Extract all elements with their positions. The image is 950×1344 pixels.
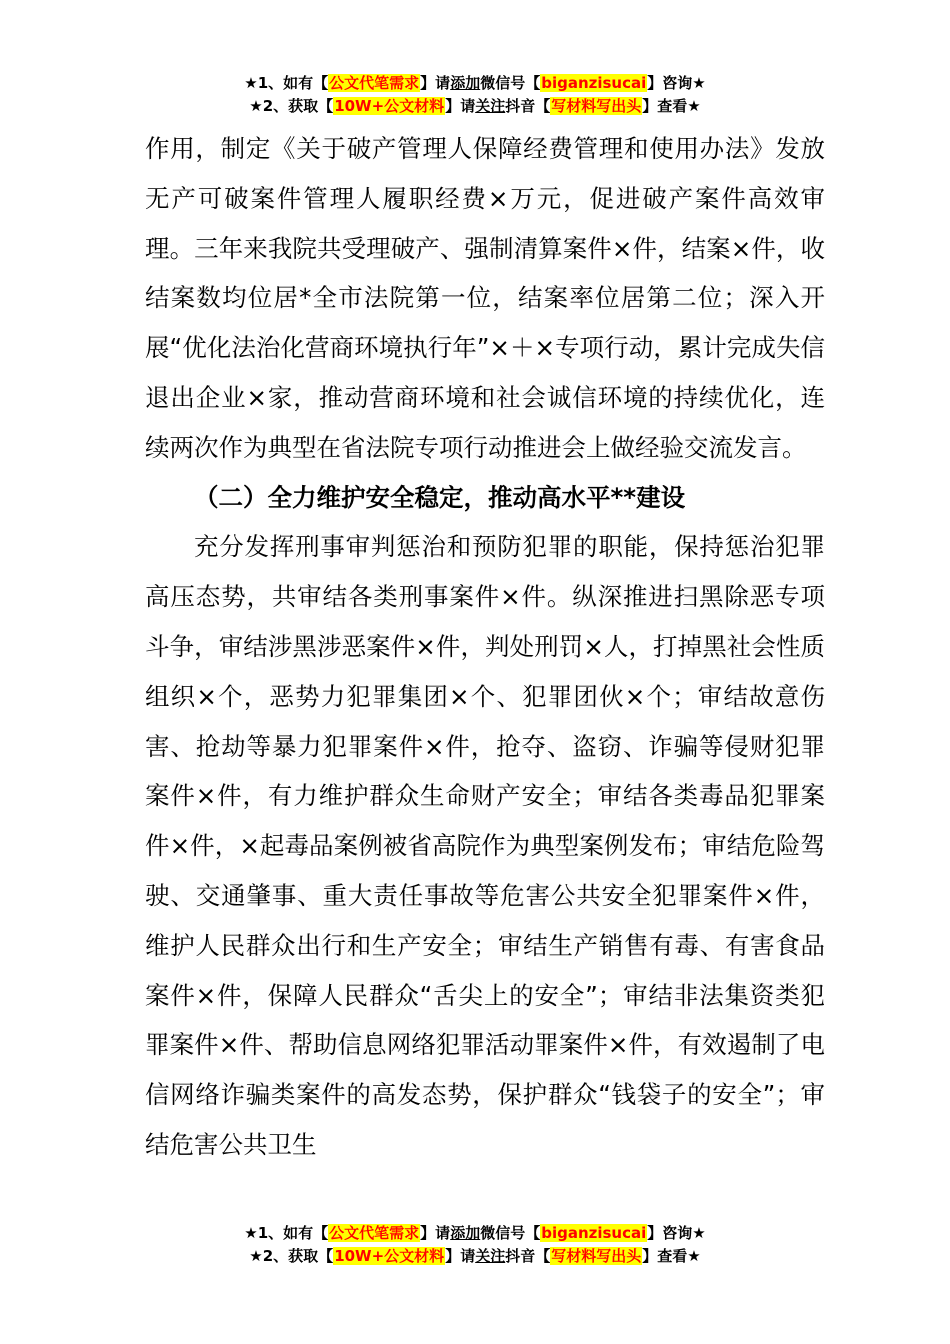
paragraph-2: 充分发挥刑事审判惩治和预防犯罪的职能，保持惩治犯罪高压态势，共审结各类刑事案件×件。纵深推进扫黑除恶专项斗争，审结涉黑涉恶案件×件，判处刑罚×人，打掉黑社会性质组织×个，恶势力犯罪集团×个、犯罪团伙×个；审结故意伤害、抢劫等暴力犯罪案件×件，抢夺、盗窃、诈骗等侵财犯罪案件×件，有力维护群众生命财产安全；审结各类毒品犯罪案件×件，×起毒品案例被省高院作为典型案例发布；审结危险驾驶、交通肇事、重大责任事故等危害公共安全犯罪案件×件，维护人民群众出行和生产安全；审结生产销售有毒、有害食品案件×件，保障人民群众“舌尖上的安全”；审结非法集资类犯罪案件×件、帮助信息网络犯罪活动罪案件×件，有效遏制了电信网络诈骗类案件的高发态势，保护群众“钱袋子的安全”；审结危害公共卫生 bbox=[145, 532, 825, 1159]
star-icon: ★ bbox=[249, 97, 263, 115]
banner-text: 】请 bbox=[445, 97, 476, 115]
underlined-word: 添加 bbox=[450, 1224, 481, 1242]
banner-text: 2、获取【 bbox=[262, 1247, 334, 1265]
banner-text: 】查看★ bbox=[642, 97, 701, 115]
section-heading: （二）全力维护安全稳定，推动高水平**建设 bbox=[194, 482, 686, 512]
underlined-word: 关注 bbox=[475, 1247, 506, 1265]
highlight-materials: 10W+公文材料 bbox=[334, 1247, 445, 1265]
banner-text: 1、如有【 bbox=[257, 74, 329, 92]
banner-text: 微信号【 bbox=[480, 1224, 541, 1242]
banner-text: 】请 bbox=[420, 1224, 451, 1242]
highlight-service: 公文代笔需求 bbox=[329, 1224, 420, 1242]
banner-text: 】咨询★ bbox=[647, 74, 706, 92]
banner-text: 抖音【 bbox=[505, 1247, 551, 1265]
banner-text: 】请 bbox=[445, 1247, 476, 1265]
highlight-materials: 10W+公文材料 bbox=[334, 97, 445, 115]
header-banner bbox=[0, 72, 950, 118]
underlined-word: 关注 bbox=[475, 97, 506, 115]
star-icon: ★ bbox=[244, 1224, 258, 1242]
banner-text: 抖音【 bbox=[505, 97, 551, 115]
star-icon: ★ bbox=[249, 1247, 263, 1265]
star-icon: ★ bbox=[244, 74, 258, 92]
footer-banner bbox=[0, 1222, 950, 1268]
highlight-douyin-id: 写材料写出头 bbox=[551, 1247, 642, 1265]
highlight-douyin-id: 写材料写出头 bbox=[551, 97, 642, 115]
document-body bbox=[145, 124, 825, 1170]
highlight-wechat-id: biganzisucai bbox=[541, 1224, 647, 1242]
banner-line-2 bbox=[0, 1245, 950, 1268]
paragraph-1: 作用，制定《关于破产管理人保障经费管理和使用办法》发放无产可破案件管理人履职经费×万元，促进破产案件高效审理。三年来我院共受理破产、强制清算案件×件，结案×件，收结案数均位居*全市法院第一位，结案率位居第二位；深入开展“优化法治化营商环境执行年”×＋×专项行动，累计完成失信退出企业×家，推动营商环境和社会诚信环境的持续优化，连续两次作为典型在省法院专项行动推进会上做经验交流发言。 bbox=[145, 134, 825, 462]
banner-line-1 bbox=[0, 1222, 950, 1245]
banner-line-1 bbox=[0, 72, 950, 95]
underlined-word: 添加 bbox=[450, 74, 481, 92]
banner-text: 微信号【 bbox=[480, 74, 541, 92]
banner-text: 】查看★ bbox=[642, 1247, 701, 1265]
banner-text: 】咨询★ bbox=[647, 1224, 706, 1242]
highlight-service: 公文代笔需求 bbox=[329, 74, 420, 92]
banner-line-2 bbox=[0, 95, 950, 118]
banner-text: 】请 bbox=[420, 74, 451, 92]
banner-text: 1、如有【 bbox=[257, 1224, 329, 1242]
highlight-wechat-id: biganzisucai bbox=[541, 74, 647, 92]
banner-text: 2、获取【 bbox=[262, 97, 334, 115]
